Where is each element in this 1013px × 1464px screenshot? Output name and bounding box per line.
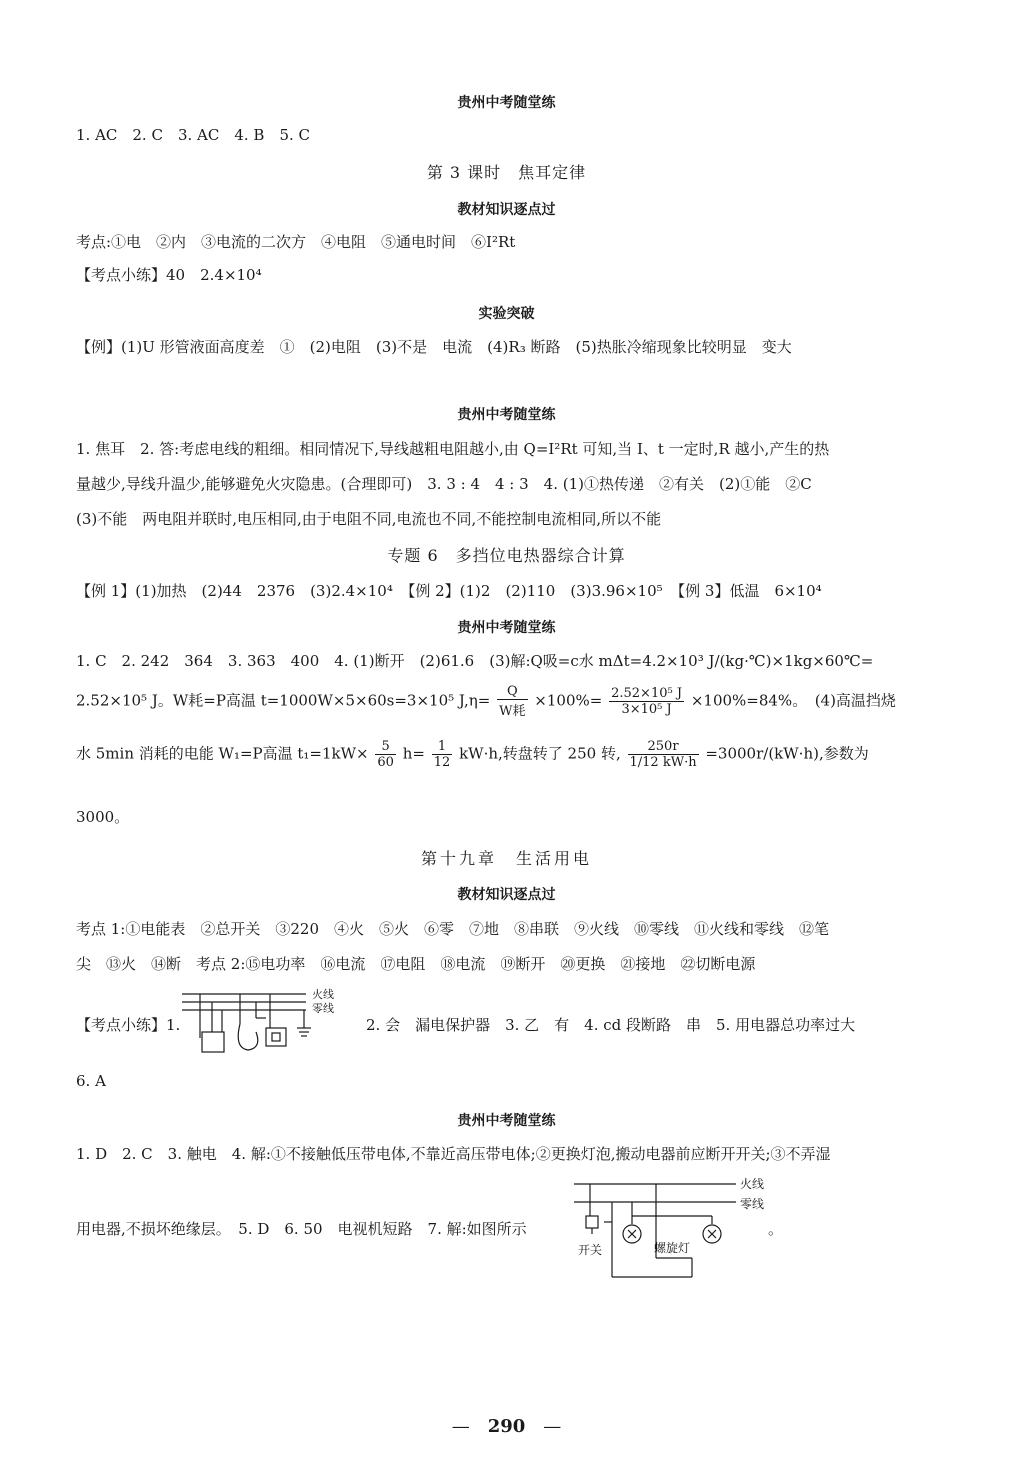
practice-3-line-1: 1. C 2. 242 364 3. 363 400 4. (1)断开 (2)61.6 (3)解:Q吸=c水 mΔt=4.2×10³ J/(kg·℃)×1kg×60℃= (76, 652, 874, 670)
practice-3-line-3-c: kW·h,转盘转了 250 转, (459, 744, 621, 763)
lesson-3-title: 第 3 课时 焦耳定律 (426, 163, 587, 182)
topic-6-examples: 【例 1】(1)加热 (2)44 2376 (3)2.4×10⁴ 【例 2】(1)2 (2)110 (3)3.96×10⁵ 【例 3】低温 6×10⁴ (76, 582, 822, 600)
section-heading-practice-3: 贵州中考随堂练 (457, 620, 556, 636)
bulb-icon (238, 1024, 258, 1050)
mini-practice-2-suffix: 2. 会 漏电保护器 3. 乙 有 4. cd 段断路 串 5. 用电器总功率过大 (366, 1016, 856, 1034)
lamp-switch-circuit-diagram (560, 1172, 772, 1282)
practice-3-line-3-b: h= (402, 744, 425, 763)
practice-2-line-1: 1. 焦耳 2. 答:考虑电线的粗细。相同情况下,导线越粗电阻越小,由 Q=I²Rt 可知,当 I、t 一定时,R 越小,产生的热 (76, 440, 830, 458)
switch-label: 开关 (578, 1243, 603, 1257)
page-number-value: 290 (487, 1416, 526, 1437)
spiral-lamp-label: 螺旋灯 (654, 1241, 691, 1255)
chapter-19-title: 第十九章 生活用电 (420, 849, 592, 868)
efficiency-fraction: $\frac{Q}{\text{W耗}}$ (499, 684, 526, 719)
section-heading-experiment: 实验突破 (478, 306, 535, 322)
practice-3-line-2-c: ×100%=84%。 (4)高温挡烧 (690, 691, 896, 710)
mini-practice-2-line-2: 6. A (76, 1072, 106, 1090)
practice-2-line-3: (3)不能 两电阻并联时,电压相同,由于电阻不同,电流也不同,不能控制电流相同,所以不能 (76, 510, 662, 528)
practice-4-end-mark: 。 (768, 1220, 784, 1238)
live-wire-label: 火线 (312, 988, 334, 1001)
practice-3-line-3 (76, 739, 869, 770)
practice-3-line-3-a: 水 5min 消耗的电能 W₁=P高温 t₁=1kW× (76, 744, 369, 763)
knowledge-2-line-1: 考点 1:①电能表 ②总开关 ③220 ④火 ⑤火 ⑥零 ⑦地 ⑧串联 ⑨火线 ⑩零线 ⑪火线和零线 ⑫笔 (76, 920, 830, 938)
practice-3-line-4: 3000。 (76, 808, 130, 826)
knowledge-points: 考点:①电 ②内 ③电流的二次方 ④电阻 ⑤通电时间 ⑥I²Rt (76, 233, 516, 251)
switch-box-icon (266, 1028, 286, 1046)
section-heading-knowledge-2: 教材知识逐点过 (457, 887, 556, 903)
household-circuit-diagram (176, 988, 348, 1062)
switch-icon (586, 1216, 598, 1228)
page-number: — 290 — (451, 1416, 562, 1437)
socket-icon (202, 1032, 224, 1052)
neutral-wire-label: 零线 (312, 1002, 334, 1015)
time-fraction: $\frac{5}{60}$ (377, 739, 394, 770)
section-heading-knowledge: 教材知识逐点过 (457, 202, 556, 218)
practice-3-line-2 (76, 684, 896, 719)
section-heading-practice-2: 贵州中考随堂练 (457, 407, 556, 423)
practice-3-line-3-d: =3000r/(kW·h),参数为 (705, 744, 869, 763)
practice-4-line-1: 1. D 2. C 3. 触电 4. 解:①不接触低压带电体,不靠近高压带电体;②更换灯泡,搬动电器前应断开开关;③不弄湿 (76, 1145, 831, 1163)
mini-practice-2-prefix: 【考点小练】1. (76, 1016, 181, 1034)
efficiency-value-fraction: $\frac{\text{2.52×10⁵ J}}{\text{3×10⁵ J}}$ (611, 686, 683, 717)
section-heading-practice-4: 贵州中考随堂练 (457, 1113, 556, 1129)
practice-1-answers: 1. AC 2. C 3. AC 4. B 5. C (76, 126, 310, 144)
neutral-wire-label-2: 零线 (740, 1197, 765, 1211)
experiment-example: 【例】(1)U 形管液面高度差 ① (2)电阻 (3)不是 电流 (4)R₃ 断路 (5)热胀冷缩现象比较明显 变大 (76, 338, 792, 356)
practice-3-line-2-b: ×100%= (534, 691, 603, 710)
topic-6-title: 专题 6 多挡位电热器综合计算 (387, 546, 626, 565)
live-wire-label-2: 火线 (740, 1177, 765, 1191)
practice-3-line-2-a: 2.52×10⁵ J。W耗=P高温 t=1000W×5×60s=3×10⁵ J,η= (76, 691, 491, 710)
meter-fraction: $\frac{250r}{1/12 kW\cdot h}$ (629, 739, 697, 770)
practice-4-line-2: 用电器,不损坏绝缘层。 5. D 6. 50 电视机短路 7. 解:如图所示 (76, 1220, 527, 1238)
section-heading-practice-1: 贵州中考随堂练 (457, 95, 556, 111)
practice-2-line-2: 量越少,导线升温少,能够避免火灾隐患。(合理即可) 3. 3 : 4 4 : 3 4. (1)①热传递 ②有关 (2)①能 ②C (76, 475, 812, 493)
mini-practice: 【考点小练】40 2.4×10⁴ (76, 266, 262, 284)
energy-fraction: $\frac{1}{12}$ (433, 739, 451, 770)
knowledge-2-line-2: 尖 ⑬火 ⑭断 考点 2:⑮电功率 ⑯电流 ⑰电阻 ⑱电流 ⑲断开 ⑳更换 ㉑接地 ㉒切断电源 (76, 955, 756, 973)
